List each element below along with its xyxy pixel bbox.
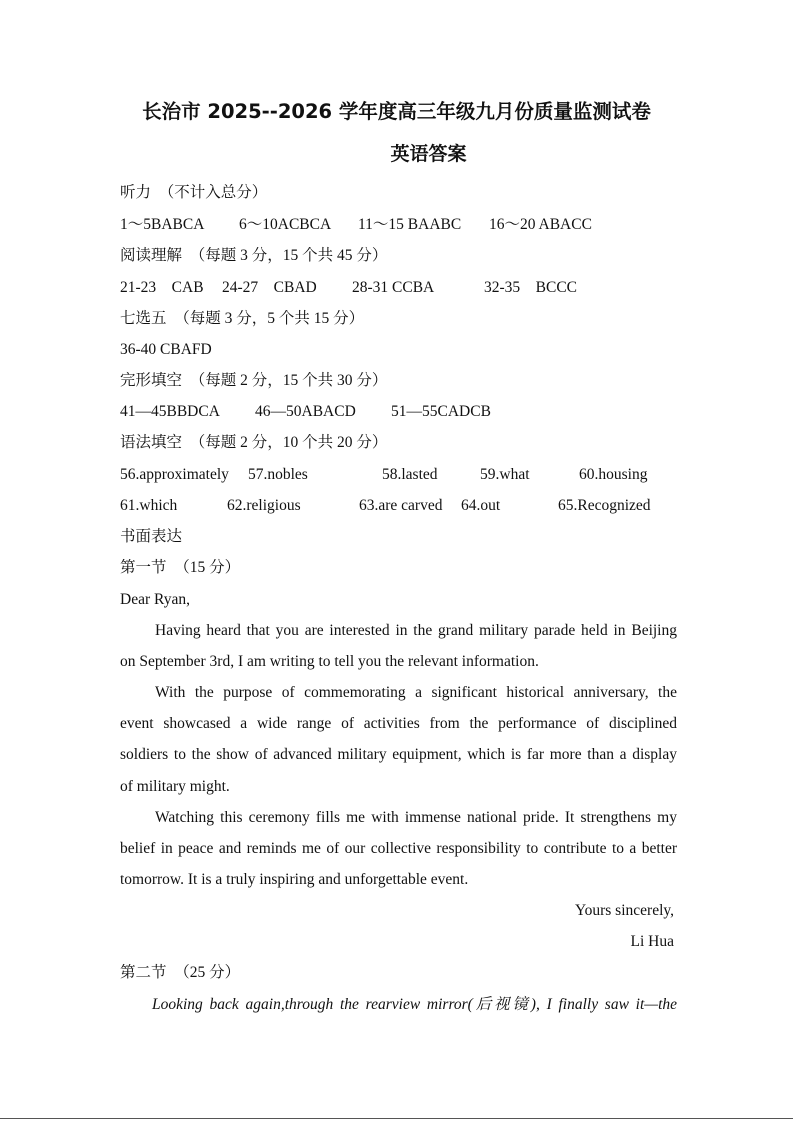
answer-item: 36-40 CBAFD <box>120 341 212 358</box>
answer-item: 58.lasted <box>382 466 438 483</box>
answer-item: 64.out <box>461 497 501 514</box>
page-bottom-divider <box>0 1118 793 1119</box>
letter-line: tomorrow. It is a truly inspiring and unforgettable event. <box>120 871 469 888</box>
page-subtitle: 英语答案 <box>390 143 467 165</box>
letter-line: of military might. <box>120 778 230 795</box>
letter-line: on September 3rd, I am writing to tell you the relevant information. <box>120 653 539 670</box>
answer-item: 24-27 CBAD <box>222 279 317 296</box>
letter-line: Watching this ceremony fills me with immense national pride. It strengthens my <box>155 809 677 826</box>
letter-signature: Li Hua <box>630 933 674 950</box>
letter-line: soldiers to the show of advanced military equipment, which is far more than a display <box>120 746 677 763</box>
letter-closing: Yours sincerely, <box>574 902 674 919</box>
answer-item: 11～15 BAABC <box>358 216 462 233</box>
letter-line: belief in peace and reminds me of our collective responsibility to contribute to a better <box>120 840 677 857</box>
seven-choose-five-heading: 七选五 （每题 3 分，5 个共 15 分） <box>120 310 365 327</box>
letter-line: Having heard that you are interested in the grand military parade held in Beijing <box>155 622 677 639</box>
reading-heading: 阅读理解 （每题 3 分，15 个共 45 分） <box>120 247 388 264</box>
answer-item: 57.nobles <box>248 466 308 483</box>
answer-item: 41—45BBDCA <box>120 403 220 420</box>
answer-item: 16～20 ABACC <box>489 216 592 233</box>
letter-greeting: Dear Ryan, <box>120 591 190 608</box>
answer-item: 56.approximately <box>120 466 229 483</box>
writing-heading: 书面表达 <box>120 528 183 545</box>
answer-item: 63.are carved <box>359 497 443 514</box>
part2-heading: 第二节 （25 分） <box>120 964 241 981</box>
answer-item: 59.what <box>480 466 530 483</box>
answer-item: 65.Recognized <box>558 497 651 514</box>
letter-line: With the purpose of commemorating a significant historical anniversary, the <box>155 684 677 701</box>
letter-line: event showcased a wide range of activities from the performance of disciplined <box>120 715 677 732</box>
answer-item: 60.housing <box>579 466 648 483</box>
answer-item: 28-31 CCBA <box>352 279 435 296</box>
part2-line: Looking back again,through the rearview mirror(后视镜), I finally saw it—the <box>152 996 677 1013</box>
answer-item: 61.which <box>120 497 178 514</box>
answer-item: 51—55CADCB <box>391 403 491 420</box>
cloze-heading: 完形填空 （每题 2 分，15 个共 30 分） <box>120 372 388 389</box>
page-title: 长治市 2025--2026 学年度高三年级九月份质量监测试卷 <box>142 100 651 123</box>
answer-item: 62.religious <box>227 497 301 514</box>
answer-item: 46—50ABACD <box>255 403 356 420</box>
part1-heading: 第一节 （15 分） <box>120 559 241 576</box>
grammar-heading: 语法填空 （每题 2 分，10 个共 20 分） <box>120 434 388 451</box>
answer-item: 1～5BABCA <box>120 216 205 233</box>
answer-item: 6～10ACBCA <box>239 216 332 233</box>
listening-heading: 听力 （不计入总分） <box>120 184 268 201</box>
answer-item: 32-35 BCCC <box>484 279 578 296</box>
answer-item: 21-23 CAB <box>120 279 204 296</box>
